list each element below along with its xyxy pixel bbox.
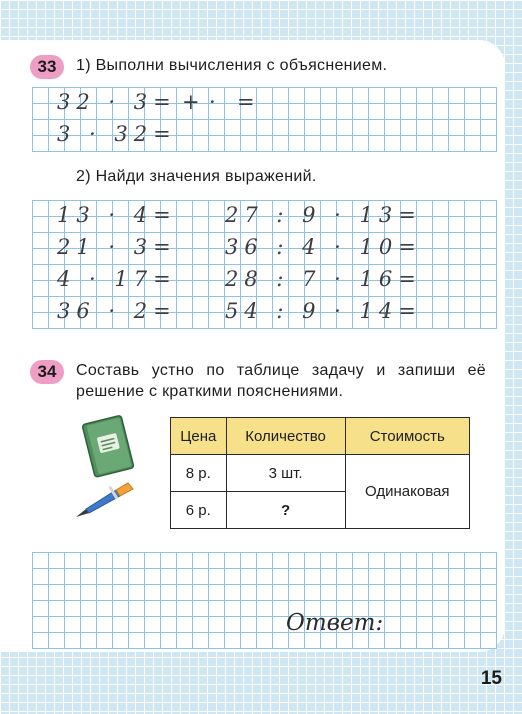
expression-right-3: 28 : 7 · 16= (225, 267, 422, 291)
expression-left-4: 36 · 2= (57, 299, 177, 323)
expression-left-1: 13 · 4= (57, 203, 177, 227)
expression-right-4: 54 : 9 · 14= (225, 299, 422, 323)
task-34-answer-grid[interactable] (32, 552, 497, 649)
answer-label: Ответ: (286, 610, 384, 636)
expression-right-1: 27 : 9 · 13= (225, 203, 422, 227)
cell-cost-merged: Одинаковая (345, 455, 469, 529)
part1-dot-sign: · (209, 90, 222, 114)
part1-equals-sign: = (237, 90, 261, 114)
column-header-price: Цена (171, 418, 227, 455)
pen-icon (72, 482, 138, 522)
table-row (171, 455, 470, 492)
column-header-cost: Стоимость (345, 418, 469, 455)
cell-price-1: 8 р. (171, 455, 227, 492)
part1-expression-2: 3 · 32= (57, 122, 177, 146)
expression-left-2: 21 · 3= (57, 235, 177, 259)
cell-quantity-1: 3 шт. (226, 455, 345, 492)
task-34-instruction-line-2: решение с краткими пояснениями. (76, 383, 344, 400)
task-33-badge: 33 (30, 55, 64, 79)
task-33-part1-instruction: 1) Выполни вычисления с объяснением. (76, 57, 388, 74)
cell-quantity-2: ? (226, 492, 345, 529)
notebook-icon (78, 413, 140, 479)
task-34-instruction-line-1: Составь устно по таблице задачу и запиши её (76, 362, 486, 379)
part1-plus-sign: + (182, 90, 206, 114)
task-34-badge: 34 (30, 360, 64, 384)
part1-expression-1: 32 · 3= (57, 90, 177, 114)
price-quantity-cost-table (170, 417, 470, 529)
column-header-quantity: Количество (226, 418, 345, 455)
task-33-part2-instruction: 2) Найди значения выражений. (76, 168, 317, 185)
expression-right-2: 36 : 4 · 10= (225, 235, 422, 259)
expression-left-3: 4 · 17= (57, 267, 177, 291)
cell-price-2: 6 р. (171, 492, 227, 529)
page-number: 15 (480, 668, 502, 689)
